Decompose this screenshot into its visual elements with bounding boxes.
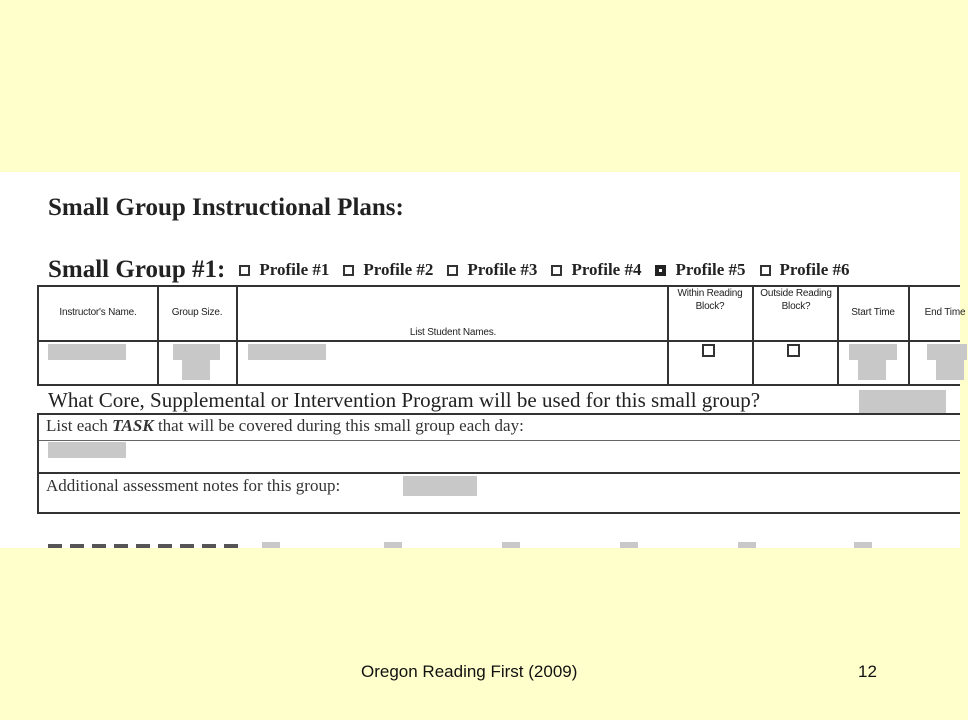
table-border: [37, 512, 960, 514]
inner-rule: [39, 440, 960, 441]
outside-block-checkbox[interactable]: [787, 344, 800, 357]
table-border: [667, 285, 669, 386]
next-group-cutoff: [502, 542, 520, 548]
within-block-checkbox[interactable]: [702, 344, 715, 357]
table-border: [37, 285, 39, 386]
profile-label: Profile #4: [571, 260, 642, 279]
profile-option[interactable]: [239, 260, 329, 280]
next-group-cutoff: [384, 542, 402, 548]
checkbox-icon[interactable]: [343, 265, 354, 276]
next-group-cutoff: [620, 542, 638, 548]
profile-label: Profile #1: [259, 260, 330, 279]
notes-label: Additional assessment notes for this group:: [46, 476, 341, 495]
group-title: Small Group #1:: [48, 256, 226, 283]
program-answer-field[interactable]: [859, 390, 946, 414]
header-end-time: End Time: [924, 307, 966, 318]
header-within-reading-block: Within Reading Block?: [677, 288, 743, 312]
profile-label: Profile #3: [467, 260, 538, 279]
start-time-field-tail: [858, 360, 886, 380]
task-suffix: that will be covered during this small group each day:: [153, 416, 524, 435]
group-header-row: [48, 255, 968, 285]
group-size-field-tail: [182, 360, 210, 380]
start-time-field[interactable]: [849, 344, 897, 360]
next-group-cutoff: [262, 542, 280, 548]
program-question: What Core, Supplemental or Intervention Program will be used for this small group?: [48, 388, 761, 412]
end-time-field-tail: [936, 360, 964, 380]
profile-label: Profile #5: [675, 260, 746, 279]
checkbox-icon[interactable]: [447, 265, 458, 276]
table-border: [157, 285, 159, 386]
task-keyword: TASK: [112, 416, 154, 435]
profile-option[interactable]: [655, 260, 745, 280]
table-border: [37, 340, 960, 342]
checked-checkbox-icon[interactable]: [655, 265, 666, 276]
table-border: [37, 384, 960, 386]
header-start-time: Start Time: [851, 307, 895, 318]
student-names-field[interactable]: [248, 344, 326, 360]
task-prompt: [46, 416, 524, 436]
table-border: [908, 285, 910, 386]
footer-source: Oregon Reading First (2009): [361, 662, 578, 681]
plans-title: Small Group Instructional Plans:: [48, 194, 404, 221]
table-border: [37, 413, 960, 415]
profile-option[interactable]: [343, 260, 433, 280]
profile-label: Profile #2: [363, 260, 434, 279]
next-group-title-cutoff: [48, 544, 238, 548]
header-student-names: List Student Names.: [409, 327, 497, 338]
header-instructor-name: Instructor's Name.: [59, 307, 137, 318]
header-outside-reading-block: Outside Reading Block?: [760, 288, 832, 312]
group-size-field[interactable]: [173, 344, 220, 360]
end-time-field[interactable]: [927, 344, 967, 360]
header-group-size: Group Size.: [171, 307, 223, 318]
table-border: [837, 285, 839, 386]
profile-label: Profile #6: [779, 260, 850, 279]
table-border: [37, 413, 39, 514]
table-border: [236, 285, 238, 386]
form-scan: [0, 172, 966, 548]
profile-option[interactable]: [760, 260, 850, 280]
page-number: 12: [858, 662, 877, 681]
table-border: [37, 472, 960, 474]
notes-field[interactable]: [403, 476, 477, 496]
next-group-cutoff: [854, 542, 872, 548]
checkbox-icon[interactable]: [239, 265, 250, 276]
profile-option[interactable]: [447, 260, 537, 280]
checkbox-icon[interactable]: [760, 265, 771, 276]
profile-option[interactable]: [551, 260, 641, 280]
table-border: [752, 285, 754, 386]
task-prefix: List each: [46, 416, 113, 435]
next-group-cutoff: [738, 542, 756, 548]
instructor-name-field[interactable]: [48, 344, 126, 360]
task-field[interactable]: [48, 442, 126, 458]
checkbox-icon[interactable]: [551, 265, 562, 276]
